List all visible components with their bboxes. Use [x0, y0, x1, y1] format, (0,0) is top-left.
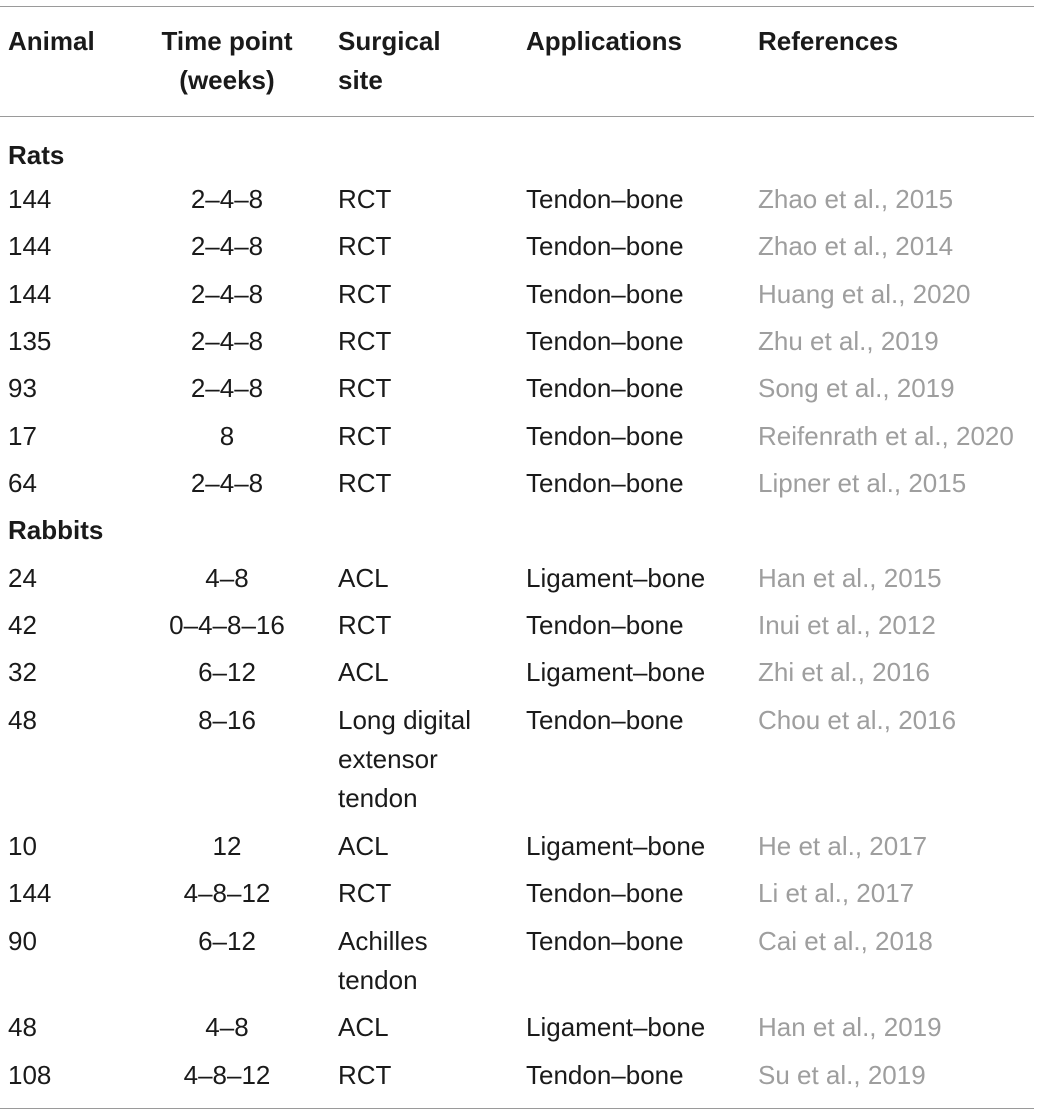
cell-animal: 48	[8, 705, 37, 735]
cell-surgical-site: RCT	[338, 1060, 392, 1090]
header-references: References	[758, 26, 899, 56]
header-site-line1: Surgical	[338, 26, 441, 56]
cell-animal: 144	[8, 231, 52, 261]
cell-time-point: 4–8	[205, 563, 249, 593]
cell-time-point: 2–4–8	[190, 231, 264, 261]
cell-reference: Reifenrath et al., 2020	[758, 421, 1014, 451]
table-bottom-rule	[0, 1108, 1034, 1109]
header-applications: Applications	[526, 26, 683, 56]
cell-reference: Zhi et al., 2016	[758, 657, 930, 687]
cell-time-point: 8	[219, 421, 235, 451]
table-top-rule	[0, 6, 1034, 7]
group-label: Rats	[8, 140, 65, 170]
cell-surgical-site: Long digital extensor tendon	[338, 705, 471, 813]
cell-animal: 144	[8, 878, 52, 908]
cell-reference: Han et al., 2019	[758, 1012, 942, 1042]
cell-time-point: 2–4–8	[190, 326, 264, 356]
cell-time-point: 6–12	[198, 657, 256, 687]
cell-reference: Song et al., 2019	[758, 373, 955, 403]
cell-time-point: 2–4–8	[190, 468, 264, 498]
cell-surgical-site: RCT	[338, 279, 392, 309]
cell-application: Tendon–bone	[526, 878, 684, 908]
cell-surgical-site: ACL	[338, 1012, 389, 1042]
cell-surgical-site: RCT	[338, 184, 392, 214]
cell-surgical-site: Achilles tendon	[338, 926, 428, 995]
cell-time-point: 6–12	[198, 926, 256, 956]
cell-animal: 42	[8, 610, 37, 640]
cell-reference: Inui et al., 2012	[758, 610, 936, 640]
cell-reference: He et al., 2017	[758, 831, 928, 861]
cell-reference: Zhu et al., 2019	[758, 326, 939, 356]
cell-animal: 17	[8, 421, 37, 451]
cell-animal: 48	[8, 1012, 37, 1042]
cell-reference: Cai et al., 2018	[758, 926, 933, 956]
cell-animal: 24	[8, 563, 37, 593]
cell-application: Tendon–bone	[526, 231, 684, 261]
cell-application: Tendon–bone	[526, 184, 684, 214]
cell-reference: Chou et al., 2016	[758, 705, 957, 735]
cell-reference: Su et al., 2019	[758, 1060, 926, 1090]
header-site-line2: site	[338, 65, 383, 95]
cell-reference: Huang et al., 2020	[758, 279, 971, 309]
cell-time-point: 12	[212, 831, 242, 861]
cell-time-point: 4–8–12	[183, 878, 271, 908]
cell-reference: Lipner et al., 2015	[758, 468, 967, 498]
cell-animal: 90	[8, 926, 37, 956]
cell-application: Tendon–bone	[526, 705, 684, 735]
cell-time-point: 2–4–8	[190, 184, 264, 214]
cell-surgical-site: RCT	[338, 878, 392, 908]
cell-time-point: 2–4–8	[190, 373, 264, 403]
header-time-line2: (weeks)	[179, 65, 275, 95]
group-label: Rabbits	[8, 515, 104, 545]
cell-animal: 10	[8, 831, 37, 861]
cell-surgical-site: ACL	[338, 563, 389, 593]
cell-application: Tendon–bone	[526, 1060, 684, 1090]
cell-reference: Han et al., 2015	[758, 563, 942, 593]
cell-animal: 64	[8, 468, 37, 498]
cell-animal: 144	[8, 279, 52, 309]
cell-surgical-site: RCT	[338, 468, 392, 498]
cell-application: Tendon–bone	[526, 421, 684, 451]
cell-surgical-site: RCT	[338, 326, 392, 356]
cell-animal: 135	[8, 326, 52, 356]
cell-application: Tendon–bone	[526, 279, 684, 309]
header-surgical-site	[338, 22, 513, 100]
cell-reference: Zhao et al., 2015	[758, 184, 954, 214]
table-header-rule	[0, 116, 1034, 117]
header-animal: Animal	[8, 26, 95, 56]
cell-application: Tendon–bone	[526, 468, 684, 498]
cell-surgical-site: ACL	[338, 831, 389, 861]
cell-animal: 108	[8, 1060, 52, 1090]
cell-surgical-site: RCT	[338, 231, 392, 261]
cell-application: Ligament–bone	[526, 1012, 706, 1042]
cell-application: Tendon–bone	[526, 373, 684, 403]
cell-surgical-site: RCT	[338, 610, 392, 640]
cell-surgical-site: ACL	[338, 657, 389, 687]
cell-application: Ligament–bone	[526, 831, 706, 861]
cell-time-point: 0–4–8–16	[169, 610, 285, 640]
cell-time-point: 2–4–8	[190, 279, 264, 309]
cell-time-point: 4–8	[205, 1012, 249, 1042]
cell-reference: Zhao et al., 2014	[758, 231, 954, 261]
cell-animal: 144	[8, 184, 52, 214]
cell-time-point: 8–16	[198, 705, 256, 735]
cell-application: Tendon–bone	[526, 610, 684, 640]
header-time-point	[150, 22, 304, 100]
cell-animal: 32	[8, 657, 37, 687]
cell-animal: 93	[8, 373, 37, 403]
cell-application: Ligament–bone	[526, 657, 706, 687]
cell-application: Tendon–bone	[526, 326, 684, 356]
cell-time-point: 4–8–12	[183, 1060, 271, 1090]
cell-application: Ligament–bone	[526, 563, 706, 593]
cell-reference: Li et al., 2017	[758, 878, 915, 908]
header-time-line1: Time point	[161, 26, 293, 56]
cell-application: Tendon–bone	[526, 926, 684, 956]
cell-surgical-site: RCT	[338, 373, 392, 403]
cell-surgical-site: RCT	[338, 421, 392, 451]
